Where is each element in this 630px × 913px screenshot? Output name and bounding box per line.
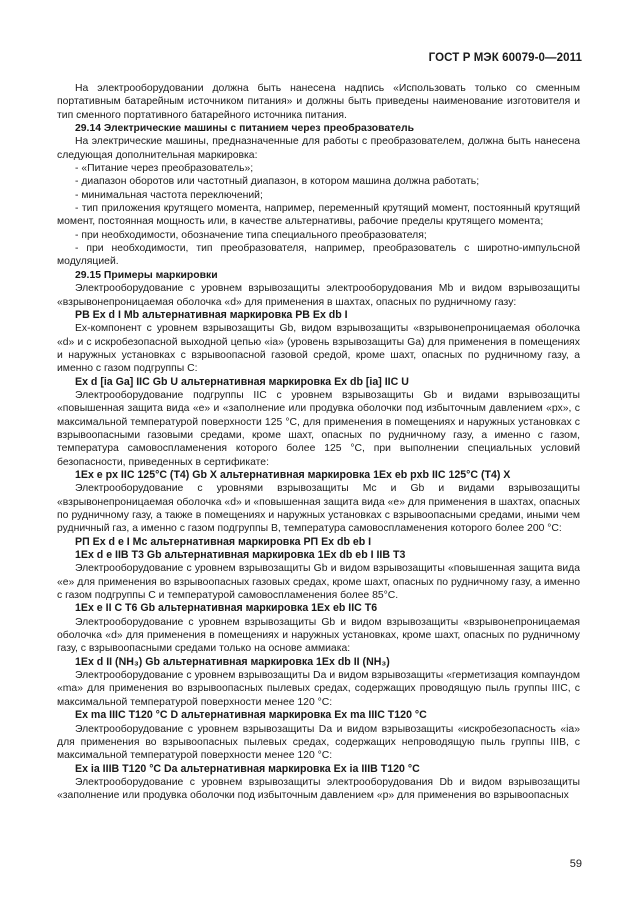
list-item: - тип приложения крутящего момента, например, переменный крутящий момент, постоянный крутящий момент, постоянная мощность или, в качестве альтернативы, рабочие пределы крутящего момента;	[57, 203, 580, 228]
list-item: - диапазон оборотов или частотный диапазон, в котором машина должна работать;	[75, 176, 480, 188]
section-title-29-15: 29.15 Примеры маркировки	[75, 269, 218, 281]
list-item: - минимальная частота переключений;	[75, 189, 263, 201]
page-body	[57, 82, 580, 803]
page-number: 59	[569, 858, 582, 870]
marking-example: 1Ex e II C T6 Gb альтернативная маркировка 1Ex eb IIC T6	[75, 602, 378, 615]
marking-example: Ex ma IIIC T120 °C D альтернативная маркировка Ex ma IIIC T120 °C	[75, 709, 427, 722]
paragraph-example: Электрооборудование с уровнем взрывозащиты Gb и видом взрывозащиты «повышенная защита вида «е» для применения во взрывоопасных газовых средах, кроме шахт, опасных по рудничному газу, а именно с газом подгруппы С и температурой самовоспламенения более 85°С.	[57, 563, 580, 602]
list-item: - при необходимости, обозначение типа специального преобразователя;	[75, 229, 427, 241]
marking-example: Ex ia IIIB T120 °C Da альтернативная маркировка Ex ia IIIB T120 °C	[75, 762, 420, 775]
list-item: - при необходимости, тип преобразователя, например, преобразователь с широтно-импульсной модуляцией.	[57, 243, 580, 268]
marking-example: Ex d [ia Ga] IIC Gb U альтернативная маркировка Ex db [ia] IIC U	[75, 375, 409, 388]
paragraph-battery-label: На электрооборудовании должна быть нанесена надпись «Использовать только со сменным портативным батарейным источником питания» и должны быть приведены наименование изготовителя и тип сменного портативного батарейного источника питания.	[57, 83, 580, 121]
paragraph-converter-intro: На электрические машины, предназначенные для работы с преобразователем, должна быть нанесена следующая дополнительная маркировка:	[57, 136, 580, 161]
marking-example: 1Ex d e IIB T3 Gb альтернативная маркировка 1Ex db eb I IIB T3	[75, 549, 406, 562]
paragraph-example: Ex-компонент с уровнем взрывозащиты Gb, видом взрывозащиты «взрывонепроницаемая оболочка «d» и с искробезопасной выходной цепью «ia» (уровень взрывозащиты Ga) для применения в помещениях и наружных установках с взрывоопасной газовой средой, кроме шахт, опасных по рудничному газу, а именно с газом подгруппы С:	[57, 323, 580, 375]
paragraph-example: Электрооборудование с уровнем взрывозащиты Da и видом взрывозащиты «герметизация компаундом «ma» для применения во взрывоопасных пылевых средах, содержащих проводящую пыль группы IIIC, с максимальной температурой поверхности менее 120 °С:	[57, 670, 580, 708]
marking-example: 1Ex e px IIC 125°C (T4) Gb X альтернативная маркировка 1Ex eb pxb IIC 125°C (T4) X	[75, 468, 511, 481]
paragraph-example: Электрооборудование с уровнями взрывозащиты Mc и Gb и видами взрывозащиты «взрывонепроницаемая оболочка «d» и «повышенная защита вида «е» для применения в шахтах, опасных по рудничному газу, а также в помещениях и наружных установках с взрывоопасными средами, иными чем рудничный газ, а именно с газом подгруппы В, температура самовоспламенения которого более 200 °С:	[57, 483, 580, 535]
marking-example: PП Ex d e I Mc альтернативная маркировка PП Ex db eb I	[75, 535, 372, 548]
marking-example: PB Ex d I Mb альтернативная маркировка PB Ex db I	[75, 308, 348, 321]
paragraph-example: Электрооборудование подгруппы IIC с уровнем взрывозащиты Gb и видами взрывозащиты «повышенная защита вида «е» и «заполнение или продувка оболочки под избыточным давлением «рх», с максимальной температурой поверхности 125 °С, для применения в помещениях и наружных установках с взрывоопасными газовыми средами, кроме шахт, опасных по рудничному газу, а именно с газом, температура самовоспламенения которого более 125 °С, при выполнении специальных условий безопасности, приведенных в сертификате:	[57, 389, 580, 468]
marking-example: 1Ex d II (NH₃) Gb альтернативная маркировка 1Ex db II (NH₃)	[75, 655, 390, 668]
list-item: - «Питание через преобразователь»;	[75, 163, 254, 175]
paragraph-example: Электрооборудование с уровнем взрывозащиты Gb и видом взрывозащиты «взрывонепроницаемая оболочка «d» для применения в помещениях и наружных установках, кроме шахт, опасных по рудничному газу, с взрывоопасными средами только на основе аммиака:	[57, 616, 580, 655]
page-header-standard: ГОСТ Р МЭК 60079-0—2011	[428, 52, 582, 64]
paragraph-example: Электрооборудование с уровнем взрывозащиты электрооборудования Db и видом взрывозащиты «заполнение или продувка оболочки под избыточным давлением «р» для применения во взрывоопасных	[57, 776, 580, 802]
paragraph-example: Электрооборудование с уровнем взрывозащиты Da и видом взрывозащиты «искробезопасность «ia» для применения во взрывоопасных пылевых средах, содержащих непроводящую пыль группы IIIB, с максимальной температурой поверхности менее 120 °С:	[57, 723, 580, 762]
paragraph-example: Электрооборудование с уровнем взрывозащиты электрооборудования Mb и видом взрывозащиты «взрывонепроницаемая оболочка «d» для применения в шахтах, опасных по рудничному газу:	[57, 283, 580, 308]
section-title-29-14: 29.14 Электрические машины с питанием через преобразователь	[75, 123, 415, 135]
